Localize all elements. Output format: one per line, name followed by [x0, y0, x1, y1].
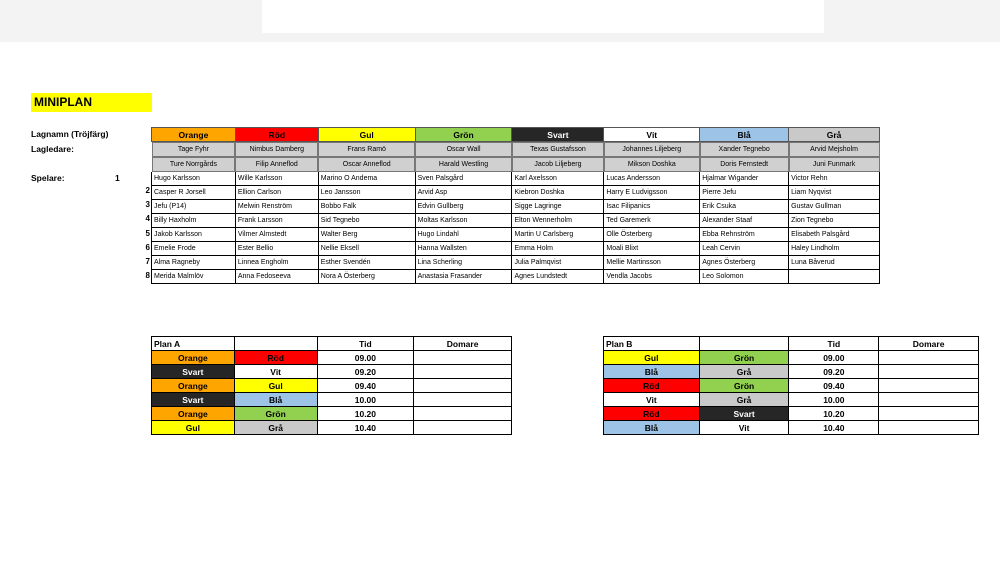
- player-cell: Bobbo Falk: [318, 200, 415, 214]
- player-cell: Julia Palmqvist: [512, 256, 604, 270]
- away-team-cell: Röd: [234, 351, 317, 365]
- player-cell: Harry E Ludvigsson: [604, 186, 700, 200]
- time-header: Tid: [789, 337, 879, 351]
- team-header-cell: Orange: [152, 128, 236, 142]
- match-row: [604, 379, 979, 393]
- away-team-cell: Grön: [699, 351, 789, 365]
- player-cell: Karl Axelsson: [512, 172, 604, 186]
- player-cell: Kiebron Doshka: [512, 186, 604, 200]
- leader-cell: Juni Funmark: [789, 157, 880, 172]
- player-cell: Alma Ragneby: [152, 256, 236, 270]
- leader-cell: Ture Norrgårds: [152, 157, 236, 172]
- match-row: [604, 351, 979, 365]
- home-team-cell: Gul: [152, 421, 235, 435]
- player-cell: Nora A Österberg: [318, 270, 415, 284]
- match-time-cell: 09.20: [789, 365, 879, 379]
- players-label: Spelare:: [31, 173, 65, 183]
- player-cell: Moltas Karlsson: [415, 214, 512, 228]
- plan-title: Plan A: [152, 337, 235, 351]
- plan-title: Plan B: [604, 337, 700, 351]
- team-header-cell: Grå: [789, 128, 880, 142]
- player-cell: Liam Nyqvist: [789, 186, 880, 200]
- player-cell: Sven Palsgård: [415, 172, 512, 186]
- leader-cell: Tage Fyhr: [152, 142, 236, 157]
- match-time-cell: 10.40: [789, 421, 879, 435]
- player-cell: Nellie Eksell: [318, 242, 415, 256]
- player-cell: Luna Båverud: [789, 256, 880, 270]
- match-time-cell: 10.20: [317, 407, 414, 421]
- leader-cell: Filip Anneflod: [235, 157, 318, 172]
- plan-b-schedule: [603, 336, 979, 435]
- match-row: [152, 379, 512, 393]
- player-row-number: 8: [145, 271, 150, 281]
- match-row: [604, 407, 979, 421]
- player-cell: Anastasia Frasander: [415, 270, 512, 284]
- match-row: [152, 407, 512, 421]
- leader-cell: Frans Ramö: [318, 142, 415, 157]
- referee-cell: [879, 365, 979, 379]
- match-row: [152, 393, 512, 407]
- leader-cell: Jacob Liljeberg: [512, 157, 604, 172]
- team-header-cell: Svart: [512, 128, 604, 142]
- plan-header-empty: [234, 337, 317, 351]
- leader-row: [152, 157, 880, 172]
- player-row: [152, 172, 880, 186]
- match-time-cell: 09.40: [789, 379, 879, 393]
- match-time-cell: 09.00: [789, 351, 879, 365]
- match-time-cell: 10.20: [789, 407, 879, 421]
- player-cell: Billy Haxholm: [152, 214, 236, 228]
- match-time-cell: 10.00: [317, 393, 414, 407]
- player-row-number: 5: [145, 228, 150, 238]
- match-time-cell: 09.40: [317, 379, 414, 393]
- match-row: [604, 365, 979, 379]
- player-cell: Gustav Gullman: [789, 200, 880, 214]
- away-team-cell: Vit: [234, 365, 317, 379]
- leader-cell: Doris Fernstedt: [700, 157, 789, 172]
- player-cell: Melwin Renström: [235, 200, 318, 214]
- player-cell: Hugo Lindahl: [415, 228, 512, 242]
- referee-cell: [414, 421, 512, 435]
- leader-row: [152, 142, 880, 157]
- player-cell: Erik Csuka: [700, 200, 789, 214]
- player-row: [152, 256, 880, 270]
- match-row: [152, 351, 512, 365]
- away-team-cell: Grön: [234, 407, 317, 421]
- leader-cell: Texas Gustafsson: [512, 142, 604, 157]
- player-row-number: 4: [145, 214, 150, 224]
- player-row: [152, 214, 880, 228]
- leader-cell: Nimbus Damberg: [235, 142, 318, 157]
- player-cell: Emma Holm: [512, 242, 604, 256]
- leaders-label: Lagledare:: [31, 144, 74, 154]
- away-team-cell: Blå: [234, 393, 317, 407]
- away-team-cell: Gul: [234, 379, 317, 393]
- player-cell: Edvin Gullberg: [415, 200, 512, 214]
- player-cell: Ellion Carlson: [235, 186, 318, 200]
- player-cell: Lucas Andersson: [604, 172, 700, 186]
- player-cell: Wille Karlsson: [235, 172, 318, 186]
- referee-cell: [414, 379, 512, 393]
- player-cell: Merida Malmlöv: [152, 270, 236, 284]
- away-team-cell: Grå: [699, 365, 789, 379]
- player-cell: Emelie Frode: [152, 242, 236, 256]
- player-cell: Frank Larsson: [235, 214, 318, 228]
- player-cell: Walter Berg: [318, 228, 415, 242]
- away-team-cell: Grön: [699, 379, 789, 393]
- match-time-cell: 09.00: [317, 351, 414, 365]
- home-team-cell: Orange: [152, 351, 235, 365]
- home-team-cell: Orange: [152, 379, 235, 393]
- team-roster-table: [151, 127, 880, 284]
- player-cell: Ebba Rehnström: [700, 228, 789, 242]
- player-cell: Ester Bellio: [235, 242, 318, 256]
- player-cell: Lina Scherling: [415, 256, 512, 270]
- away-team-cell: Grå: [234, 421, 317, 435]
- player-cell: Vendla Jacobs: [604, 270, 700, 284]
- home-team-cell: Blå: [604, 365, 700, 379]
- home-team-cell: Gul: [604, 351, 700, 365]
- player-cell: Leo Jansson: [318, 186, 415, 200]
- player-cell: Martin U Carlsberg: [512, 228, 604, 242]
- match-time-cell: 10.40: [317, 421, 414, 435]
- leader-cell: Oscar Wall: [415, 142, 512, 157]
- home-team-cell: Röd: [604, 407, 700, 421]
- player-cell: Jefu (P14): [152, 200, 236, 214]
- player-cell: Agnes Lundstedt: [512, 270, 604, 284]
- player-cell: [789, 270, 880, 284]
- match-time-cell: 09.20: [317, 365, 414, 379]
- player-cell: Pierre Jefu: [700, 186, 789, 200]
- leader-cell: Mikson Doshka: [604, 157, 700, 172]
- referee-cell: [414, 351, 512, 365]
- player-cell: Sigge Lagringe: [512, 200, 604, 214]
- team-header-row: [152, 128, 880, 142]
- away-team-cell: Grå: [699, 393, 789, 407]
- player-cell: Linnea Engholm: [235, 256, 318, 270]
- player-row: [152, 186, 880, 200]
- player-cell: Zion Tegnebo: [789, 214, 880, 228]
- referee-cell: [879, 421, 979, 435]
- player-cell: Olle Österberg: [604, 228, 700, 242]
- player-row-number: 6: [145, 242, 150, 252]
- plan-header-empty: [699, 337, 789, 351]
- player-cell: Haley Lindholm: [789, 242, 880, 256]
- home-team-cell: Röd: [604, 379, 700, 393]
- away-team-cell: Svart: [699, 407, 789, 421]
- player-row-number: 3: [145, 200, 150, 210]
- player-cell: Victor Rehn: [789, 172, 880, 186]
- player-cell: Leah Cervin: [700, 242, 789, 256]
- player-cell: Mellie Martinsson: [604, 256, 700, 270]
- player-cell: Elisabeth Palsgård: [789, 228, 880, 242]
- referee-cell: [414, 393, 512, 407]
- home-team-cell: Blå: [604, 421, 700, 435]
- referee-cell: [879, 351, 979, 365]
- match-row: [604, 421, 979, 435]
- leader-cell: Xander Tegnebo: [700, 142, 789, 157]
- player-cell: Elton Wennerholm: [512, 214, 604, 228]
- plan-header-row: [152, 337, 512, 351]
- player-cell: Sid Tegnebo: [318, 214, 415, 228]
- match-row: [152, 365, 512, 379]
- first-player-number: 1: [115, 173, 120, 183]
- player-row: [152, 200, 880, 214]
- player-row: [152, 242, 880, 256]
- player-row: [152, 228, 880, 242]
- referee-cell: [879, 379, 979, 393]
- player-row-number: 2: [145, 186, 150, 195]
- referee-cell: [414, 407, 512, 421]
- player-cell: Arvid Asp: [415, 186, 512, 200]
- player-cell: Agnes Österberg: [700, 256, 789, 270]
- player-cell: Casper R Jorsell: [152, 186, 236, 200]
- player-cell: Esther Svendén: [318, 256, 415, 270]
- team-header-cell: Blå: [700, 128, 789, 142]
- player-cell: Moali Blixt: [604, 242, 700, 256]
- team-header-cell: Vit: [604, 128, 700, 142]
- referee-header: Domare: [879, 337, 979, 351]
- home-team-cell: Svart: [152, 365, 235, 379]
- player-cell: Jakob Karlsson: [152, 228, 236, 242]
- team-header-cell: Röd: [235, 128, 318, 142]
- player-cell: Hanna Wallsten: [415, 242, 512, 256]
- referee-cell: [879, 393, 979, 407]
- player-cell: Isac Filipanics: [604, 200, 700, 214]
- referee-header: Domare: [414, 337, 512, 351]
- home-team-cell: Vit: [604, 393, 700, 407]
- plan-header-row: [604, 337, 979, 351]
- player-cell: Marino O Andema: [318, 172, 415, 186]
- leader-cell: Harald Westling: [415, 157, 512, 172]
- team-header-cell: Grön: [415, 128, 512, 142]
- away-team-cell: Vit: [699, 421, 789, 435]
- match-time-cell: 10.00: [789, 393, 879, 407]
- player-cell: Hugo Karlsson: [152, 172, 236, 186]
- player-cell: Alexander Staaf: [700, 214, 789, 228]
- referee-cell: [879, 407, 979, 421]
- player-cell: Anna Fedoseeva: [235, 270, 318, 284]
- referee-cell: [414, 365, 512, 379]
- team-name-label: Lagnamn (Tröjfärg): [31, 129, 109, 139]
- player-row-number: 7: [145, 257, 150, 266]
- time-header: Tid: [317, 337, 414, 351]
- player-cell: Leo Solomon: [700, 270, 789, 284]
- player-row: [152, 270, 880, 284]
- match-row: [152, 421, 512, 435]
- team-header-cell: Gul: [318, 128, 415, 142]
- leader-cell: Johannes Liljeberg: [604, 142, 700, 157]
- match-row: [604, 393, 979, 407]
- leader-cell: Arvid Mejsholm: [789, 142, 880, 157]
- plan-a-schedule: [151, 336, 512, 435]
- home-team-cell: Svart: [152, 393, 235, 407]
- player-cell: Ted Garemerk: [604, 214, 700, 228]
- page-title: MINIPLAN: [31, 93, 152, 112]
- top-header-area: [262, 0, 824, 33]
- player-cell: Vilmer Almstedt: [235, 228, 318, 242]
- player-cell: Hjalmar Wigander: [700, 172, 789, 186]
- home-team-cell: Orange: [152, 407, 235, 421]
- leader-cell: Oscar Anneflod: [318, 157, 415, 172]
